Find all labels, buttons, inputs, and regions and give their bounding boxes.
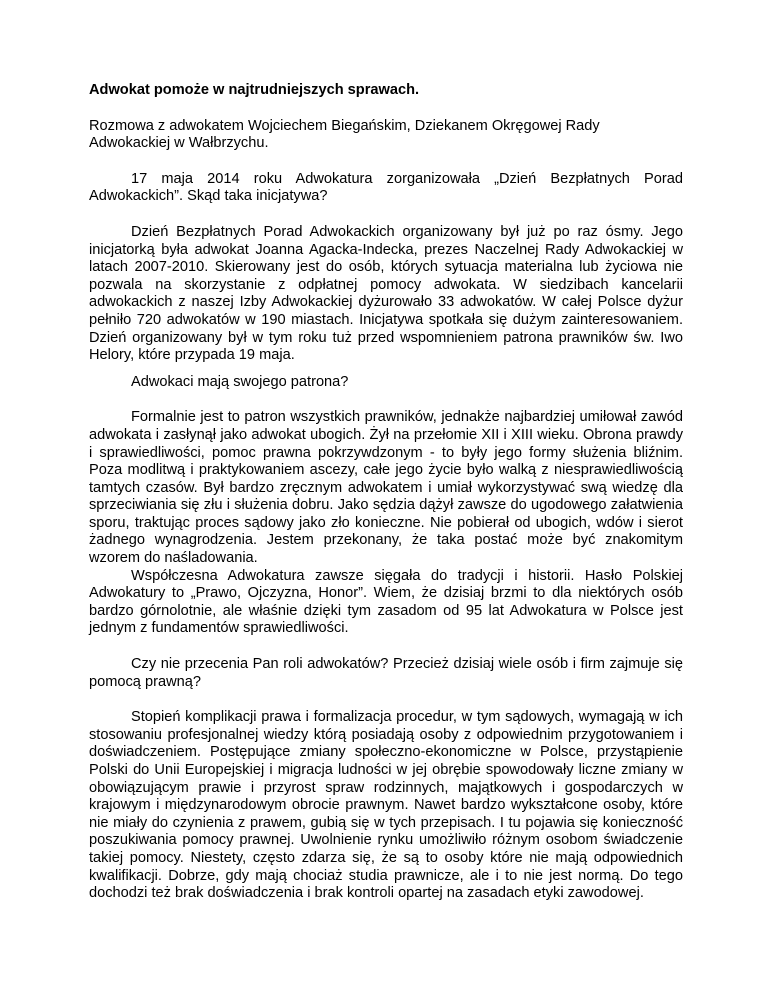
document-intro: Rozmowa z adwokatem Wojciechem Biegańskim, Dziekanem Okręgowej Rady Adwokackiej w Wałbrzychu. (89, 117, 600, 152)
question-3: Czy nie przecenia Pan roli adwokatów? Przecież dzisiaj wiele osób i firm zajmuje się pomocą prawną? (89, 656, 683, 690)
question-1: 17 maja 2014 roku Adwokatura zorganizowała „Dzień Bezpłatnych Porad Adwokackich”. Skąd taka inicjatywa? (89, 170, 683, 205)
question-2: Adwokaci mają swojego patrona? (131, 373, 349, 390)
document-title: Adwokat pomoże w najtrudniejszych sprawach. (89, 82, 420, 98)
document-page (89, 82, 683, 903)
answer-2-continued: Współczesna Adwokatura zawsze sięgała do tradycji i historii. Hasło Polskiej Adwokatury to „Prawo, Ojczyzna, Honor”. Wiem, że dzisiaj brzmi to dla niektórych osób bardzo górnolotnie, ale właśnie dzięki tym zasadom od 95 lat Adwokatura w Polsce jest jednym z fundamentów sprawiedliwości. (89, 567, 683, 637)
answer-1: Dzień Bezpłatnych Porad Adwokackich organizowany był już po raz ósmy. Jego inicjatorką była adwokat Joanna Agacka-Indecka, prezes Naczelnej Rady Adwokackiej w latach 2007-2010. Skierowany jest do osób, których sytuacja materialna lub życiowa nie pozwala na skorzystanie z odpłatnej pomocy adwokata. W siedzibach kancelarii adwokackich z naszej Izby Adwokackiej dyżurowało 33 adwokatów. W całej Polsce dyżur pełniło 720 adwokatów w 190 miastach. Inicjatywa spotkała się dużym zainteresowaniem. Dzień organizowany był w tym roku tuż przed wspomnieniem patrona prawników św. Iwo Helory, które przypada 19 maja. (89, 223, 683, 364)
answer-3: Stopień komplikacji prawa i formalizacja procedur, w tym sądowych, wymagają w ich stosowaniu profesjonalnej wiedzy którą posiadają osoby z odpowiednim przygotowaniem i doświadczeniem. Postępujące zmiany społeczno-ekonomiczne w Polsce, przystąpienie Polski do Unii Europejskiej i migracja ludności w jej obrębie spowodowały liczne zmiany w obowiązującym prawie i przyrost spraw rodzinnych, majątkowych i gospodarczych w krajowym i międzynarodowym obrocie prawnym. Nawet bardzo wykształcone osoby, które nie miały do czynienia z prawem, gubią się w tych przepisach. I tu pojawia się konieczność poszukiwania pomocy prawnej. Uwolnienie rynku umożliwiło różnym osobom świadczenie takiej pomocy. Niestety, często zdarza się, że są to osoby które nie mają odpowiednich kwalifikacji. Dobrze, gdy mają chociaż studia prawnicze, ale i to nie jest normą. Do tego dochodzi też brak doświadczenia i brak kontroli opartej na zasadach etyki zawodowej. (89, 709, 683, 902)
answer-2: Formalnie jest to patron wszystkich prawników, jednakże najbardziej umiłował zawód adwokata i zasłynął jako adwokat ubogich. Żył na przełomie XII i XIII wieku. Obrona prawdy i sprawiedliwości, pomoc prawna pokrzywdzonym - to były jego formy służenia bliźnim. Poza modlitwą i praktykowaniem ascezy, całe jego życie było walką z niesprawiedliwością tamtych czasów. Był bardzo zręcznym adwokatem i umiał wykorzystywać swą wiedzę dla sprzeciwiania się złu i służenia dobru. Jako sędzia dążył zawsze do ugodowego załatwienia sporu, traktując proces sądowy jako zło konieczne. Nie pobierał od ubogich, wdów i sierot żadnego wynagrodzenia. Jestem przekonany, że taka postać może być znakomitym wzorem do naśladowania. (89, 409, 683, 567)
